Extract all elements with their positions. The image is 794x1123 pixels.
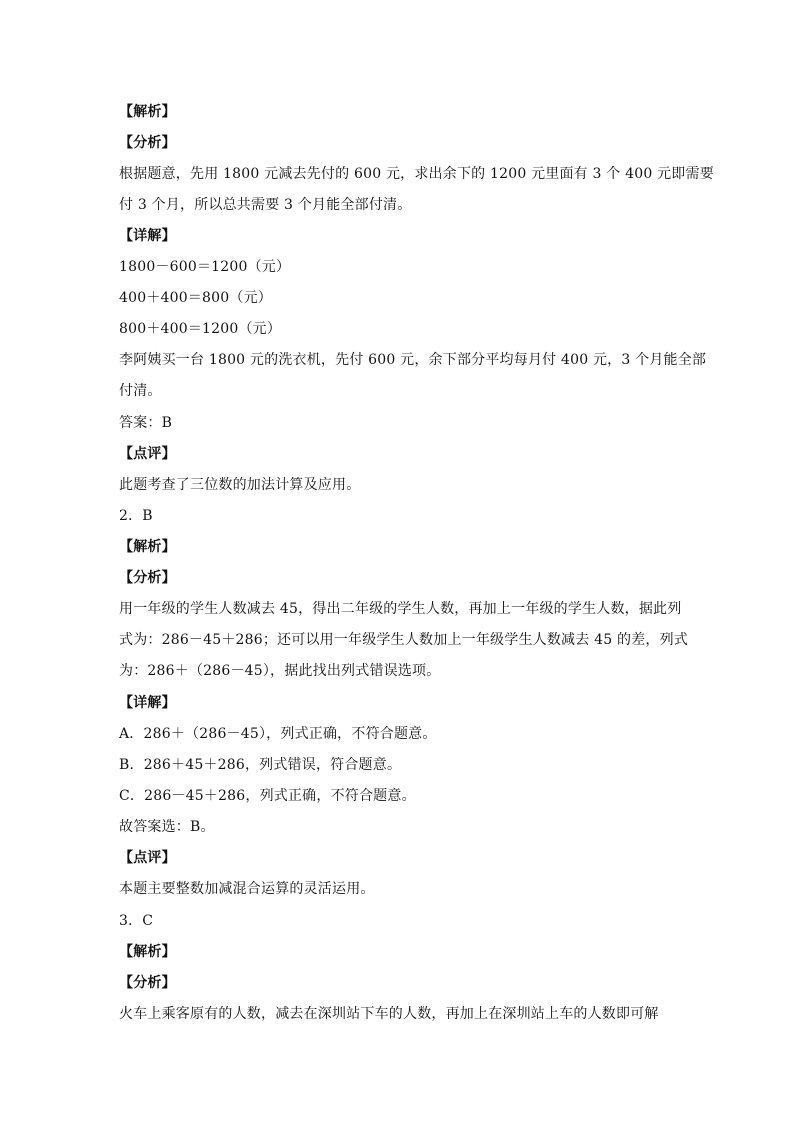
option-a-text: A．286＋（286－45），列式正确，不符合题意。 xyxy=(119,726,437,742)
section-heading-fenxi: 【分析】 xyxy=(119,570,176,586)
calculation-line: 1800－600＝1200（元） xyxy=(119,259,291,275)
calculation-line: 800＋400＝1200（元） xyxy=(119,321,282,337)
comment-text: 此题考查了三位数的加法计算及应用。 xyxy=(119,477,361,493)
analysis-text: 根据题意，先用 1800 元减去先付的 600 元，求出余下的 1200 元里面有 3 个 400 元即需要 xyxy=(119,166,714,182)
analysis-text: 用一年级的学生人数减去 45，得出二年级的学生人数，再加上一年级的学生人数，据此列 xyxy=(119,601,682,617)
analysis-text: 付 3 个月，所以总共需要 3 个月能全部付清。 xyxy=(119,197,412,213)
calculation-line: 400＋400＝800（元） xyxy=(119,290,272,306)
section-heading-xiangjie: 【详解】 xyxy=(119,695,176,711)
section-heading-fenxi: 【分析】 xyxy=(119,975,176,991)
conclusion-text: 付清。 xyxy=(119,383,162,399)
option-c-text: C．286－45＋286，列式正确，不符合题意。 xyxy=(119,788,416,804)
answer-text: 故答案选：B。 xyxy=(119,819,215,835)
comment-text: 本题主要整数加减混合运算的灵活运用。 xyxy=(119,881,375,897)
section-heading-xiangjie: 【详解】 xyxy=(119,228,176,244)
analysis-text: 为：286＋（286－45），据此找出列式错误选项。 xyxy=(119,663,441,679)
section-heading-jiexi: 【解析】 xyxy=(119,539,176,555)
analysis-text: 火车上乘客原有的人数，减去在深圳站下车的人数，再加上在深圳站上车的人数即可解 xyxy=(119,1006,659,1022)
section-heading-jiexi: 【解析】 xyxy=(119,104,176,120)
analysis-text: 式为：286－45＋286；还可以用一年级学生人数加上一年级学生人数减去 45 的差，列式 xyxy=(119,632,688,648)
section-heading-fenxi: 【分析】 xyxy=(119,135,176,151)
question-number: 3．C xyxy=(119,913,154,929)
conclusion-text: 李阿姨买一台 1800 元的洗衣机，先付 600 元，余下部分平均每月付 400 元，3 个月能全部 xyxy=(119,352,707,368)
section-heading-dianping: 【点评】 xyxy=(119,850,176,866)
answer-text: 答案：B xyxy=(119,415,173,431)
section-heading-jiexi: 【解析】 xyxy=(119,944,176,960)
section-heading-dianping: 【点评】 xyxy=(119,446,176,462)
question-number: 2．B xyxy=(119,508,153,524)
option-b-text: B．286＋45＋286，列式错误，符合题意。 xyxy=(119,757,402,773)
